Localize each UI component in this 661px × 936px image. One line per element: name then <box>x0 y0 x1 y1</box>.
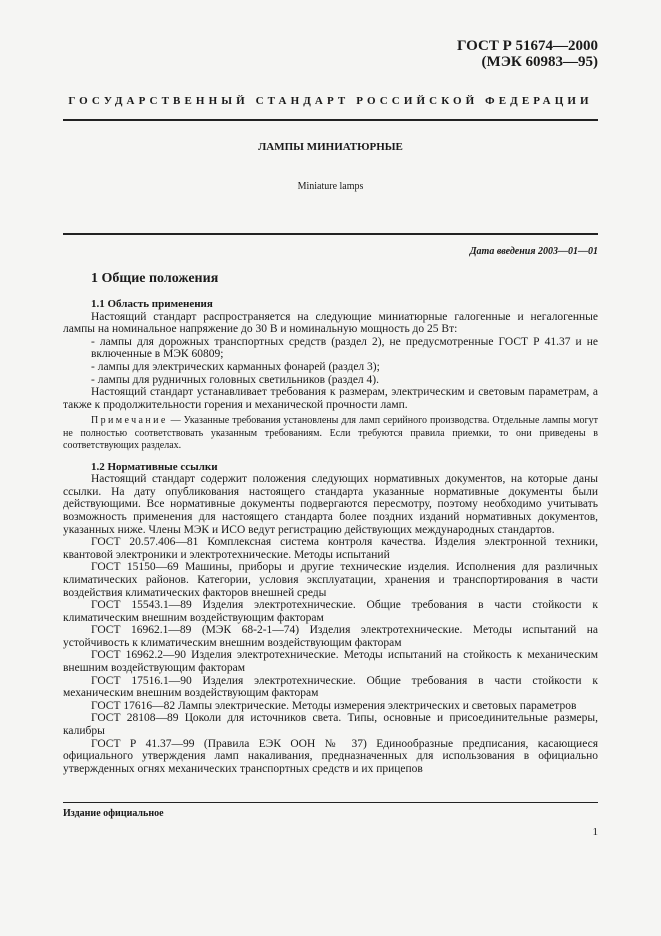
top-divider <box>63 119 598 121</box>
reference-item: ГОСТ 17616—82 Лампы электрические. Методы измерения электрических и световых параметров <box>91 699 577 712</box>
list-item: - лампы для рудничных головных светильников (раздел 4). <box>91 373 380 386</box>
standard-number-block <box>457 38 598 70</box>
reference-item: ГОСТ 16962.2—90 Изделия электротехнические. Методы испытаний на стойкость к механическим внешним воздействующим факторам <box>63 649 598 675</box>
note <box>63 415 598 452</box>
subsection-heading-scope: 1.1 Область применения <box>91 298 213 310</box>
title-divider <box>63 233 598 235</box>
paragraph: Настоящий стандарт содержит положения следующих нормативных документов, на которые даны ссылки. На дату опубликования настоящего стандарта указанные нормативные документы были действующими. Все нормативные документы подвергаются пересмотру, поэтому необходимо учитывать возможность применения для настоящего стандарта более поздних изданий нормативных документов, указанных ниже. Члены МЭК и ИСО ведут регистрацию действующих международных стандартов. <box>63 473 598 536</box>
list-item: - лампы для дорожных транспортных средств (раздел 2), не предусмотренные ГОСТ Р 41.37 и не включенные в МЭК 60809; <box>91 335 598 361</box>
state-standard-heading: ГОСУДАРСТВЕННЫЙ СТАНДАРТ РОССИЙСКОЙ ФЕДЕРАЦИИ <box>68 95 593 107</box>
note-text: — Указанные требования установлены для ламп серийного производства. Отдельные лампы могут не полностью соответствовать указанным требованиям. Если требуются правила приемки, то они приведены в соответствующих разделах. <box>63 415 598 452</box>
document-title-en: Miniature lamps <box>297 181 364 192</box>
official-edition-label: Издание официальное <box>63 808 164 819</box>
paragraph: Настоящий стандарт распространяется на следующие миниатюрные галогенные и негалогенные лампы на номинальное напряжение до 30 В и номинальную мощность до 25 Вт: <box>63 310 598 336</box>
subsection-heading-references: 1.2 Нормативные ссылки <box>91 460 218 473</box>
reference-item: ГОСТ 17516.1—90 Изделия электротехнические. Общие требования в части стойкости к механическим внешним воздействующим факторам <box>63 674 598 700</box>
reference-item: ГОСТ 20.57.406—81 Комплексная система контроля качества. Изделия электронной техники, квантовой электроники и электротехнические. Методы испытаний <box>63 536 598 561</box>
document-body <box>63 270 598 775</box>
reference-item: ГОСТ 28108—89 Цоколи для источников света. Типы, основные и присоединительные размеры, калибры <box>63 712 598 738</box>
note-label: Примечание <box>91 415 168 427</box>
section-heading: 1 Общие положения <box>91 271 219 286</box>
page-number: 1 <box>592 826 598 838</box>
gost-number: ГОСТ Р 51674—2000 <box>456 38 598 54</box>
reference-item: ГОСТ 16962.1—89 (МЭК 68-2-1—74) Изделия электротехнические. Методы испытаний на устойчивость к климатическим внешним воздействующим факторам <box>63 624 598 649</box>
intro-date: Дата введения 2003—01—01 <box>469 246 598 257</box>
iec-number: (МЭК 60983—95) <box>481 54 598 70</box>
paragraph: Настоящий стандарт устанавливает требования к размерам, электрическим и световым параметрам, а также к продолжительности горения и механической прочности ламп. <box>63 386 598 411</box>
footer-divider <box>63 802 598 803</box>
document-title-ru: ЛАМПЫ МИНИАТЮРНЫЕ <box>258 141 403 153</box>
reference-item: ГОСТ 15150—69 Машины, приборы и другие технические изделия. Исполнения для различных климатических районов. Категории, условия эксплуатации, хранения и транспортирования в части воздействия климатических факторов внешней среды <box>63 561 598 599</box>
reference-item: ГОСТ Р 41.37—99 (Правила ЕЭК ООН № 37) Единообразные предписания, касающиеся официального утверждения ламп накаливания, предназначенных для использования в официально утвержденных огнях механических транспортных средств и их прицепов <box>63 737 598 775</box>
reference-item: ГОСТ 15543.1—89 Изделия электротехнические. Общие требования в части стойкости к климатическим внешним воздействующим факторам <box>63 599 598 624</box>
list-item: - лампы для электрических карманных фонарей (раздел 3); <box>91 360 380 373</box>
